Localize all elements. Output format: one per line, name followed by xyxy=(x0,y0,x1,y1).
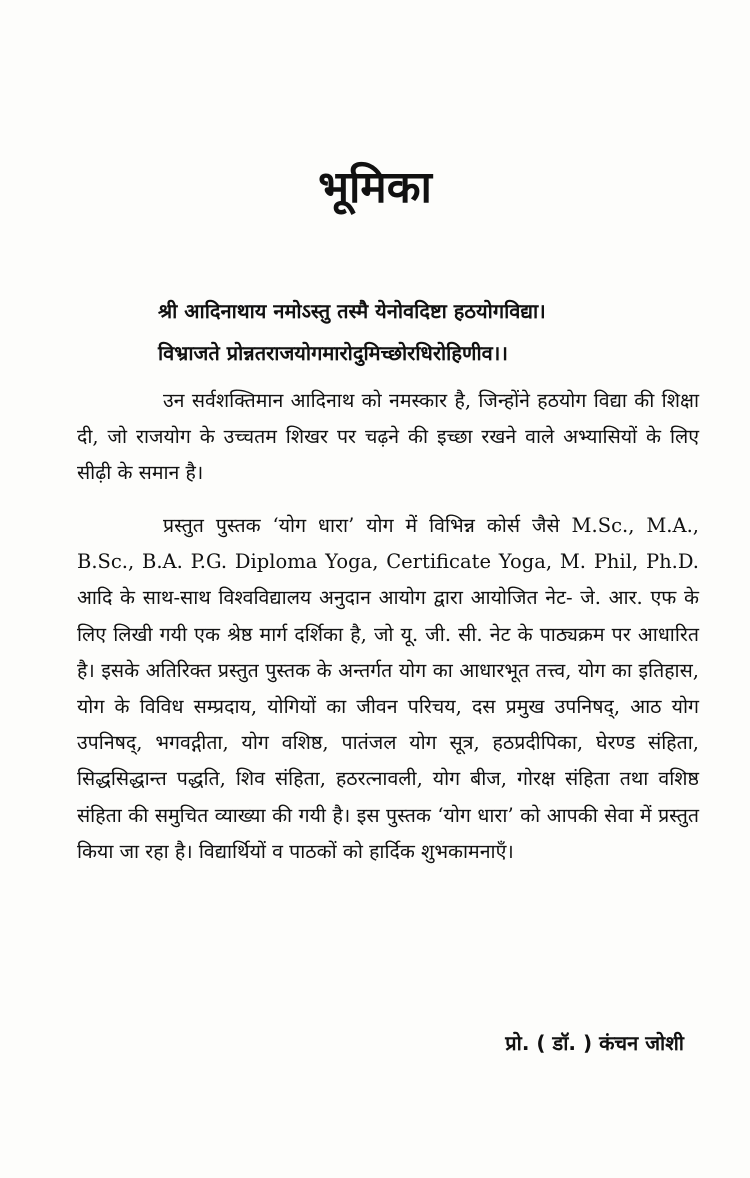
author-signature: प्रो. ( डॉ. ) कंचन जोशी xyxy=(505,1031,684,1055)
page-title: भूमिका xyxy=(318,162,432,213)
paragraph-2: प्रस्तुत पुस्तक ‘योग धारा’ योग में विभिन्न कोर्स जैसे M.Sc., M.A., B.Sc., B.A. P.G. Diploma Yoga, Certificate Yoga, M. Phil, Ph.D. आदि के साथ-साथ विश्वविद्यालय अनुदान आयोग द्वारा आयोजित नेट- जे. आर. एफ के लिए लिखी गयी एक श्रेष्ठ मार्ग दर्शिका है, जो यू. जी. सी. नेट के पाठ्यक्रम पर आधारित है। इसके अतिरिक्त प्रस्तुत पुस्तक के अन्तर्गत योग का आधारभूत तत्त्व, योग का इतिहास, योग के विविध सम्प्रदाय, योगियों का जीवन परिचय, दस प्रमुख उपनिषद्, आठ योग उपनिषद्, भगवद्गीता, योग वशिष्ठ, पातंजल योग सूत्र, हठप्रदीपिका, घेरण्ड संहिता, सिद्धसिद्धान्त पद्धति, शिव संहिता, हठरत्नावली, योग बीज, गोरक्ष संहिता तथा वशिष्ठ संहिता की समुचित व्याख्या की गयी है। इस पुस्तक ‘योग धारा’ को आपकी सेवा में प्रस्तुत किया जा रहा है। विद्यार्थियों व पाठकों को हार्दिक शुभकामनाएँ। xyxy=(77,514,699,863)
verse-line-2: विभ्राजते प्रोन्नतराजयोगमारोदुमिच्छोरधिरोहिणीव।। xyxy=(158,341,508,365)
sanskrit-verse xyxy=(158,290,718,374)
verse-line-1: श्री आदिनाथाय नमोऽस्तु तस्मै येनोवदिष्टा हठयोगविद्या। xyxy=(158,299,546,323)
paragraph-1: उन सर्वशक्तिमान आदिनाथ को नमस्कार है, जिन्होंने हठयोग विद्या की शिक्षा दी, जो राजयोग के उच्चतम शिखर पर चढ़ने की इच्छा रखने वाले अभ्यासियों के लिए सीढ़ी के समान है। xyxy=(77,389,699,485)
